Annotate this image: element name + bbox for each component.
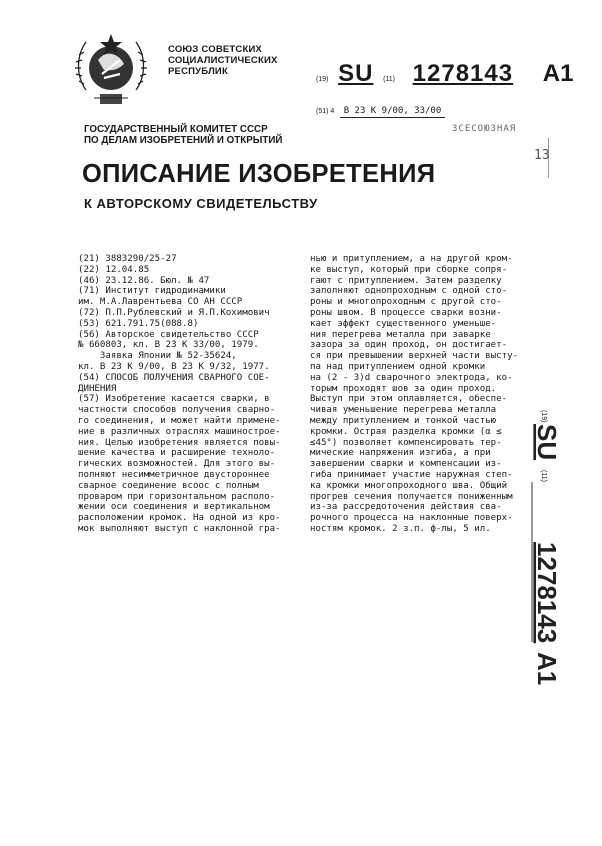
abstract-line: ≤45°) позволяет компенсировать тер- [310,437,502,448]
kind-code: A1 [542,60,574,87]
biblio-line: ДИНЕНИЯ [78,383,117,394]
biblio-line: № 660803, кл. В 23 К 33/00, 1979. [78,340,259,351]
patent-number-block [316,60,573,90]
abstract-line: шение качества и расширение техноло- [78,448,276,459]
abstract-line: рочного процесса на наклонные поверх- [310,513,513,524]
abstract-line: прогрев сечения получается пониженным [310,491,513,502]
committee-name [84,124,282,146]
abstract-line: ние в различных отраслях машинострое- [78,426,281,437]
side-patent-number-text: 1278143 [532,542,562,644]
patent-number: 1278143 [412,60,514,87]
abstract-line: зазора за один проход, он достигает- [310,340,508,351]
abstract-line: кромки. Острая разделка кромки (α ≤ [310,426,502,437]
abstract-line: (57) Изобретение касается сварки, в [78,394,270,405]
abstract-line: гических возможностей. Для этого вы- [78,459,276,470]
committee-line: ГОСУДАРСТВЕННЫЙ КОМИТЕТ СССР [84,124,268,135]
bibliographic-column [78,254,292,535]
inid-code: (19) [316,76,329,83]
abstract-line: гают с притуплением. Затем разделку [310,275,502,286]
abstract-line: ния перегрева металла при заварке [310,329,491,340]
biblio-line: (71) Институт гидродинамики [78,286,226,297]
abstract-line: чивая уменьшение перегрева металла [310,405,497,416]
abstract-right-column [310,254,544,535]
biblio-line: (21) 3883290/25-27 [78,254,177,264]
biblio-line: кл. В 23 К 9/00, В 23 К 9/32, 1977. [78,361,270,372]
biblio-line: Заявка Японии № 52-35624, [78,351,237,362]
abstract-line: из-за рассредоточения действия сва- [310,502,502,513]
abstract-line: частности способов получения сварно- [78,405,276,416]
inid-code: (11) [383,76,396,83]
abstract-line: па над притуплением одной кромки [310,361,486,372]
abstract-line: проваром при горизонтальном располо- [78,491,276,502]
abstract-line: ся при превышении верхней части высту- [310,351,519,362]
abstract-line: торым проходят шов за один проход. [310,383,497,394]
country-name [168,44,278,77]
abstract-line: кает эффект существенного уменьше- [310,318,497,329]
stamp-mark: 13 [534,148,550,163]
abstract-line: ка кромки многопроходного шва. Общий [310,480,508,491]
ussr-emblem-icon [74,28,148,112]
biblio-line: (22) 12.04.85 [78,264,150,275]
abstract-line: заполняют однопроходным с одной сто- [310,286,508,297]
biblio-line: (72) П.П.Рублевский и Я.П.Кохимович [78,307,270,318]
abstract-line: нью и притуплением, а на другой кром- [310,254,513,264]
abstract-line: го соединения, и может найти примене- [78,415,281,426]
country-line: СОЮЗ СОВЕТСКИХ [168,44,263,55]
abstract-line: ния. Целью изобретения является повы- [78,437,281,448]
biblio-line: (54) СПОСОБ ПОЛУЧЕНИЯ СВАРНОГО СОЕ- [78,372,270,383]
ipc-classification [316,106,445,116]
abstract-line: сварное соединение всоос с полным [78,480,259,491]
document-title: ОПИСАНИЕ ИЗОБРЕТЕНИЯ [82,160,436,188]
biblio-line: (56) Авторское свидетельство СССР [78,329,259,340]
abstract-line: завершении сварки и компенсации из- [310,459,502,470]
abstract-line: жении оси соединения и вертикальном [78,502,270,513]
document-subtitle: К АВТОРСКОМУ СВИДЕТЕЛЬСТВУ [84,196,318,211]
abstract-line: гиба принимает участие наружная степ- [310,469,513,480]
biblio-line: (53) 621.791.75(088.8) [78,318,199,329]
biblio-line: (46) 23.12.86. Бюл. № 47 [78,275,210,286]
country-code: SU [338,60,374,87]
ipc-value: В 23 К 9/00, 33/00 [340,106,446,118]
side-patent-number [530,402,580,692]
abstract-line: ностям кромок. 2 з.п. ф-лы, 5 ил. [310,523,491,534]
abstract-line: роны и многопроходным с другой сто- [310,297,502,308]
committee-line: ПО ДЕЛАМ ИЗОБРЕТЕНИЙ И ОТКРЫТИЙ [84,135,283,146]
abstract-line: мические напряжения изгиба, а при [310,448,491,459]
side-country-code: SU [532,424,562,461]
country-line: РЕСПУБЛИК [168,66,228,77]
biblio-line: им. М.А.Лаврентьева СО АН СССР [78,297,243,308]
library-stamp: ЗСЕСОЮЗНАЯ [452,124,517,134]
abstract-line: на (2 - 3)d сварочного электрода, ко- [310,372,513,383]
abstract-line: расположении кромок. На одной из кро- [78,513,281,524]
abstract-line: мок выполняют выступ с наклонной гра- [78,523,281,534]
side-inid-code: (19) [540,410,547,423]
side-inid-code: (11) [540,470,547,482]
abstract-line: роны швом. В процессе сварки возни- [310,307,502,318]
abstract-line: между притуплением и тонкой частью [310,415,497,426]
abstract-line: ке выступ, который при сборке сопря- [310,264,508,275]
abstract-line: Выступ при этом оплавляется, обеспе- [310,394,508,405]
country-line: СОЦИАЛИСТИЧЕСКИХ [168,55,278,66]
abstract-line: полняют несимметричное двустороннее [78,469,270,480]
side-kind-code: A1 [532,652,562,686]
ipc-label: (51) 4 [316,108,335,115]
